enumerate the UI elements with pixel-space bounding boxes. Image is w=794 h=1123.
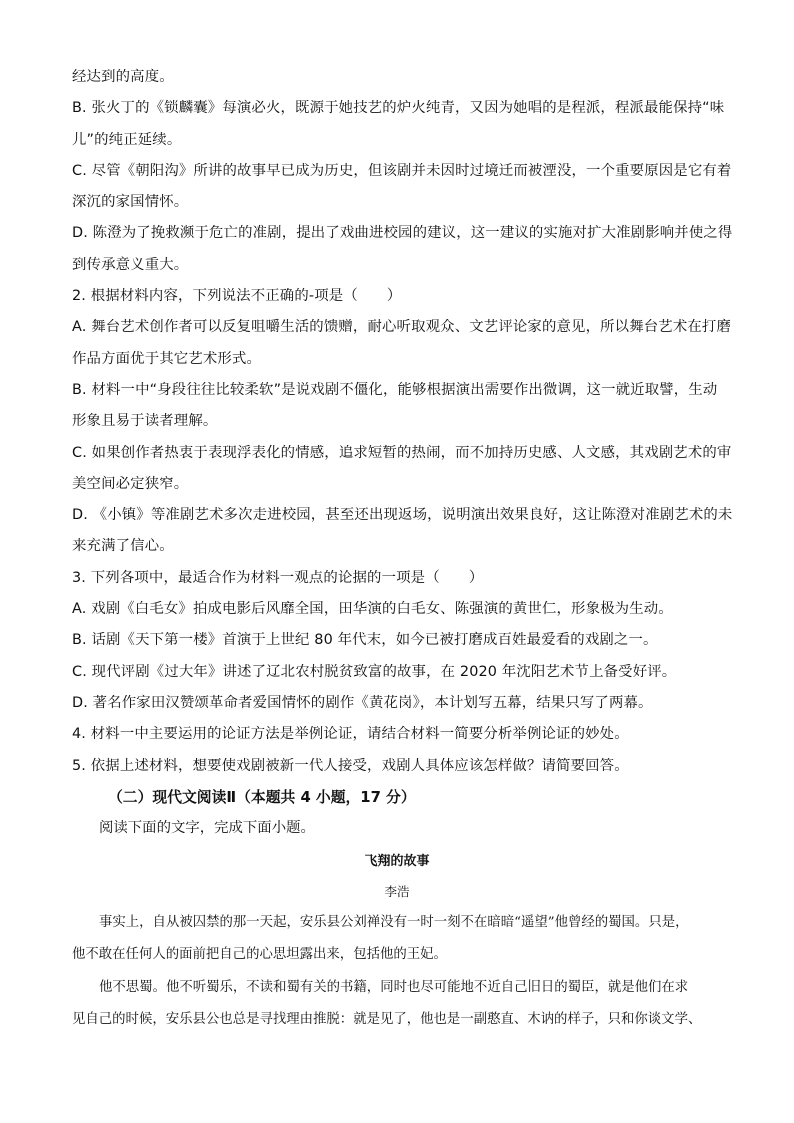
q3-option-d: D. 著名作家田汉赞颂革命者爱国情怀的剧作《黄花岗》，本计划写五幕，结果只写了两幕。 — [72, 694, 653, 711]
section-title: （二）现代文阅读Ⅱ（本题共 4 小题，17 分） — [108, 788, 416, 806]
story-body — [72, 907, 722, 1037]
q3-option-b: B. 话剧《天下第一楼》首演于上世纪 80 年代末，如今已被打磨成百姓最爱看的戏剧之一。 — [72, 632, 658, 649]
q2-option-d-line-2: 来充满了信心。 — [72, 538, 174, 555]
story-line: 他不敢在任何人的面前把自己的心思坦露出来，包括他的王妃。 — [72, 947, 447, 963]
reading-instruction: 阅读下面的文字，完成下面小题。 — [99, 819, 315, 836]
q2-option-a-line-2: 作品方面优于其它艺术形式。 — [72, 350, 262, 367]
question-text-block — [72, 62, 733, 782]
option-b-line-2: 儿”的纯正延续。 — [72, 131, 182, 148]
document-content — [72, 62, 733, 1037]
q2-option-c-line-2: 美空间必定狭窄。 — [72, 475, 189, 492]
q3-option-a: A. 戏剧《白毛女》拍成电影后风靡全国，田华演的白毛女、陈强演的黄世仁，形象极为生动。 — [72, 601, 673, 618]
q3-option-c: C. 现代评剧《过大年》讲述了辽北农村脱贫致富的故事，在 2020 年沈阳艺术节上备受好评。 — [72, 663, 677, 680]
story-line: 见自己的时候，安乐县公也总是寻找理由推脱：就是见了，他也是一副憨直、木讷的样子，只和你谈文学、 — [72, 1012, 702, 1028]
q2-option-b-line-1: B. 材料一中“身段往往比较柔软”是说戏剧不僵化，能够根据演出需要作出微调，这一就近取譬，生动 — [72, 381, 718, 398]
q2-option-a-line-1: A. 舞台艺术创作者可以反复咀嚼生活的馈赠，耐心听取观众、文艺评论家的意见，所以舞台艺术在打磨 — [72, 319, 731, 336]
question-2-stem: 2. 根据材料内容，下列说法不正确的-项是（ ） — [72, 288, 402, 305]
text-line: 经达到的高度。 — [72, 69, 174, 85]
question-5: 5. 依据上述材料，想要使戏剧被新一代人接受，戏剧人具体应该怎样做？请简要回答。 — [72, 757, 629, 774]
q2-option-b-line-2: 形象且易于读者理解。 — [72, 413, 218, 430]
story-line: 事实上，自从被囚禁的那一天起，安乐县公刘禅没有一时一刻不在暗暗“遥望”他曾经的蜀国。只是， — [99, 914, 689, 930]
story-author: 李浩 — [384, 883, 410, 899]
q2-option-d-line-1: D. 《小镇》等准剧艺术多次走进校园，甚至还出现返场，说明演出效果良好，这让陈澄对准剧艺术的未 — [72, 507, 733, 524]
story-title: 飞翔的故事 — [364, 853, 430, 869]
option-d-line-1: D. 陈澄为了挽救濒于危亡的准剧，提出了戏曲进校园的建议，这一建议的实施对扩大准剧影响并使之得 — [72, 225, 733, 242]
option-b-line-1: B. 张火丁的《锁麟囊》每演必火，既源于她技艺的炉火纯青，又因为她唱的是程派，程派最能保持“味 — [72, 100, 725, 117]
q2-option-c-line-1: C. 如果创作者热衷于表现浮表化的情感，追求短暂的热闹，而不加持历史感、人文感，其戏剧艺术的审 — [72, 444, 732, 461]
option-c-line-2: 深沉的家国情怀。 — [72, 194, 189, 211]
story-line: 他不思蜀。他不听蜀乐，不读和蜀有关的书籍，同时也尽可能地不近自己旧日的蜀臣，就是他们在求 — [99, 979, 689, 995]
option-c-line-1: C. 尽管《朝阳沟》所讲的故事早已成为历史，但该剧并未因时过境迁而被湮没，一个重要原因是它有着 — [72, 162, 732, 179]
question-3-stem: 3. 下列各项中，最适合作为材料一观点的论据的一项是（ ） — [72, 569, 484, 586]
option-d-line-2: 到传承意义重大。 — [72, 256, 189, 273]
question-4: 4. 材料一中主要运用的论证方法是举例论证，请结合材料一简要分析举例论证的妙处。 — [72, 726, 629, 743]
